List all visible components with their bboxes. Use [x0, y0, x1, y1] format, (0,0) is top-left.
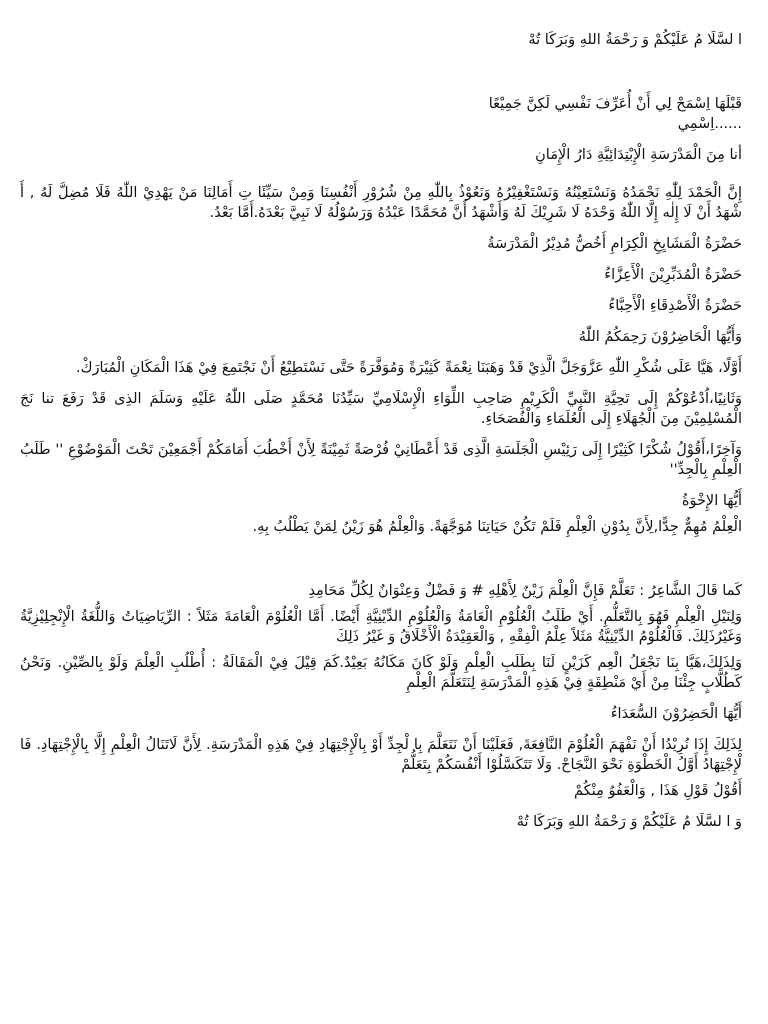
- first-paragraph: أَوَّلًا، هَيَّا عَلَى شُكْرِ اللّٰهِ عَزَّوَجَلَّ الَّذِيْ قَدْ وَهَبَنَا نِعْمَةً كَثِيْرَةً وَمُوَفَّرَةً حَتَّى نَسْتَطِيْعُ أَنْ نَجْتَمِعَ فِيْ هَذَا الْمَكَانِ الْمُبَارَكْ.: [75, 360, 742, 376]
- closing-greeting: وَ ا لسَّلَا مُ عَلَيْكُمْ وَ رَحْمَةُ اللهِ وَبَرَكَا تُهْ: [516, 814, 742, 830]
- intro-line: قَبْلَهَا اِسْمَحْ لِي أَنْ أُعَرِّفَ نَفْسِي لَكِنَّ جَمِيْعًا: [488, 96, 742, 112]
- address-line-attendees: وَأَيُّهَا الْحَاضِرُوْنَ رَحِمَكُمُ اللّٰهُ: [578, 329, 742, 345]
- school-line: أنا مِنَ الْمَدْرَسَةِ الْإِبْتِدَائِيَّةِ دَارُ الْإِمَانِ: [535, 147, 742, 163]
- closing-line: أَقُوْلُ قَوْلِ هَذَا , وَالْعَفُوُ مِنْكُمْ: [574, 783, 742, 799]
- lidhalika-paragraph: وَلِذَلِكَ،هَيَّا بِنَا نَجْعَلُ الْعِم كَزَيْنٍ لَنَا بِطَلَبِ الْعِلْمِ وَلَوْ كَانَ مَكَانُهُ بَعِيْدٌ.كَمَ قِيْلَ فِيْ الْمَقَالَةُ : أُطْلُبِ الْعِلْمَ وَلَوْ بِالصِّيْنِ. وَنَحْنُ كَطُلَّابٍ جِئْنَا مِنْ أَيْ مَنْطِقَةٍ فِيْ هَذِهِ الْمَدْرَسَةِ لِنَتَعَلَّمَ الْعِلْمِ: [20, 655, 742, 691]
- name-line: ......اِسْمِي: [677, 116, 742, 132]
- hamd-paragraph: إِنَّ الْحَمْدَ لِلّٰهِ نَحْمَدُهُ وَنَسْتَعِيْنُهُ وَنَسْتَغْفِيْرُهُ وَنَعُوْذُ بِاللّٰهِ مِنْ شُرُوْرِ أَنْفُسِنَا وَمِنْ سَيِّئَا تِ أَمَالِنَا مَنْ يَهْدِيْ اللّٰهُ فَلَا مُضِلَّ لَهُ , أَ شْهَدُ أَنْ لَا إِلٰه إِلَّا اللّٰهُ وَحْدَهُ لَا شَرِيْكَ لَهُ وَأَشْهَدُ أَنَّ مُحَمَّدًا عَبْدُهُ وَرَسُوْلُهُ لَا نَبِيَّ بَعْدَهُ.أَمَّا بَعْدُ.: [20, 185, 742, 221]
- nayl-paragraph: وَلِنَيْلِ الْعِلْمِ فَهُوَ بِالتَّعَلُّمِ. أَيْ طَلَبُ الْعُلُوْمِ الْعَامَةُ وَالْعُلُوْمِ الدِّيْنِيَّةِ أَيْضًا. أَمَّا الْعُلُوْمَ الْعَامَةَ مَثَلاً : الرِّيَاضِيَاتُ وَاللُّغَةُ الْإِنْجِلِيْزِيَّةُ وَغَيْرُذَلِكَ. فَالْعُلُوْمُ الدِّيْنِيَّةُ مَثَلاً عِلْمُ الْفِقْهِ , وَالْعَقِيْدَةُ الْأَخْلَاقُ وَ غَيْرُ ذَلِكَ: [20, 609, 742, 645]
- opening-greeting: ا لسَّلَا مُ عَلَيْكُمْ وَ رَحْمَةُ اللهِ وَبَرَكَا تُهْ: [528, 32, 742, 48]
- ilm-paragraph: الْعِلْمُ مُهِمٌّ جِدًّا,لِأَنَّ بِدُوْنِ الْعِلْمِ فَلَمْ تَكُنْ حَيَاتِنَا مُوَجَّهَةً. وَالْعِلْمُ هُوَ زَيْنُ لِمَنْ يَطْلُبُ بِهِ.: [252, 519, 742, 535]
- second-paragraph: وَثَانِيًا،اُدْعُوْكُمْ إِلَى تَحِيَّةِ النَّبِيِّ الْكَرِيْمِ صَاحِبِ اللِّوَاءِ الْإِسْلَامِيِّ سَيِّدُنَا مُحَمَّدٍ صَلَى اللّٰهُ عَلَيْهِ وَسَلَمَ الذِى قَدْ رَفَعَ تنا نَجَ الْمُسْلِمِيْنَ مِنَ الْجُهَلَاءِ إِلَى الْعُلَمَاءِ وَالْفُصَحَاءِ.: [20, 391, 742, 427]
- address-line-friends: حَضْرَةُ الْأَصْدِقَاءِ الْأَحِبَّاءُ: [608, 298, 742, 314]
- address-line-sheikhs: حَضْرَةُ الْمَشَايِخِ الْكِرَامِ أَخُصُّ مُدِيْرُ الْمَدْرَسَةُ: [487, 236, 742, 252]
- conclusion-paragraph: لِذَلِكَ إِذَا نُرِيْدُا أَنْ نَفْهَمَ الْعُلُوْمَ النَّافِعَةَ, فَعَلَيْنَا أَنْ نَتَعَلَّمَ بِا لْجِدِّ أَوْ بِالْإِجْتِهَادِ فِيْ هَذِهِ الْمَدْرَسَةِ. لِأَنَّ لَاتَنَالُ الْعِلْمِ إِلَّا بِالْإِجْتِهَادِ. فَا لْإِجْتِهَادُ أَوَّلُ الْخَطْوَةِ نَحْوَ النَّجَاحْ. وَلَا تَتَكَسَّلُوْا أَنْفُسَكُمْ بِتَعَلُّمْ: [20, 737, 742, 773]
- audience-heading: أَيُّهَا الْحَضِرُوْنَ السُّعَدَاءُ: [610, 706, 742, 722]
- brothers-heading: أَيُّهَا الإِخْوَةُ: [681, 493, 742, 509]
- poem-line: كَما قَالَ الشَّاعِرُ : تَعَلَّمْ فَإِنَّ الْعِلْمَ زَيْنٌ لِأَهْلِهِ # وَ فَضْلٌ وَعِنْوَانٌ لِكُلِّ مَحَامِدِ: [308, 583, 742, 599]
- address-line-managers: حَضْرَةُ الْمُدَبِّرِيْنَ الْأَعِزَّاءُ: [604, 267, 742, 283]
- third-paragraph: وَآخِرًا،أَقُوْلُ شُكْرًا كَثِيْرًا إِلَى رَئِيْسِ الْجَلَسَةِ الَّذِى قَدْ أَعْطَانِيْ فُرْصَةً ثَمِيْنَةً لِأَنْ أَخْطُبَ أَمَامَكُمْ أَجْمَعِيْنَ تَحْتَ الْمَوْضُوْعِ '' طَلَبُ الْعِلْمِ بِالْجِدِّ'': [20, 442, 742, 478]
